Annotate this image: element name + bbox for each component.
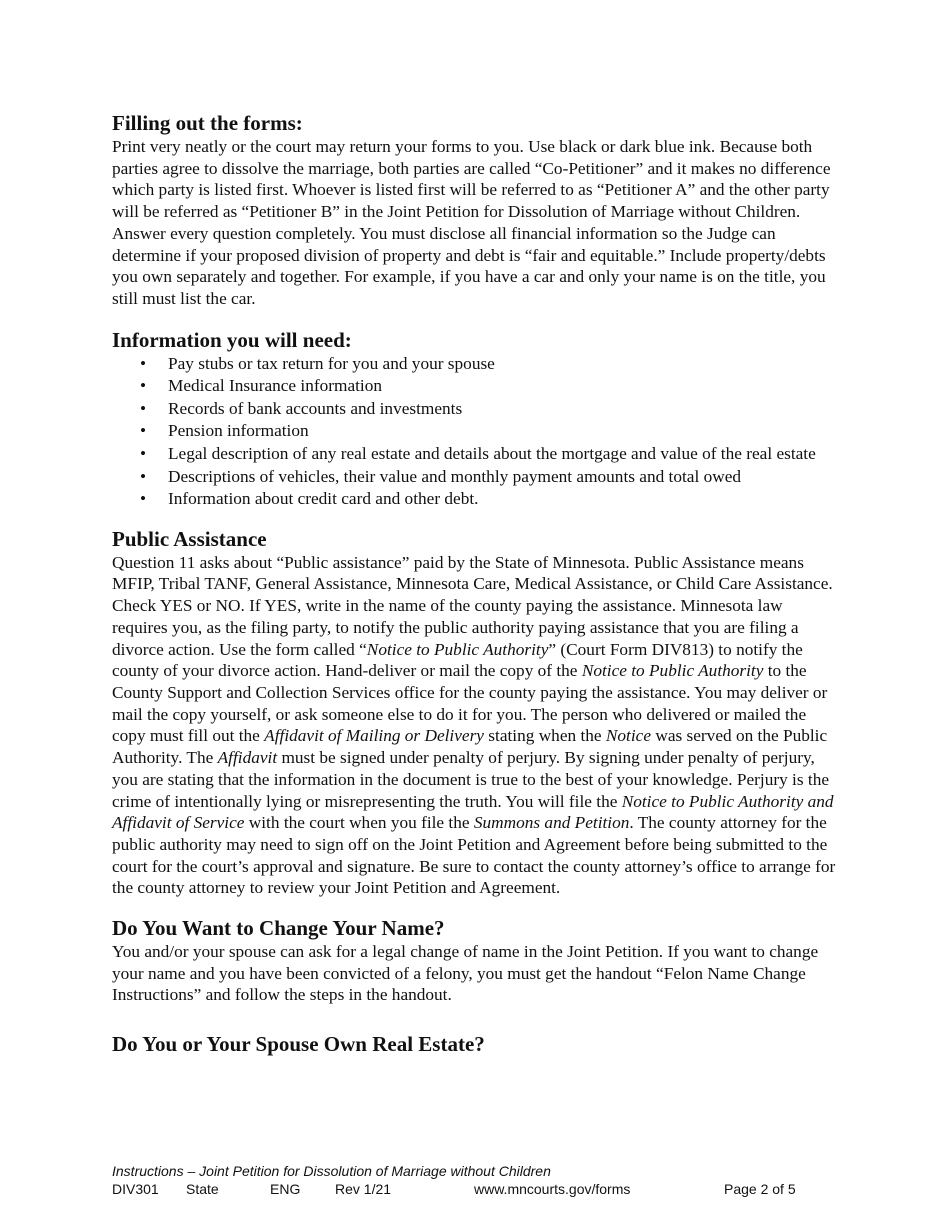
footer-meta <box>112 1180 852 1198</box>
section-body: You and/or your spouse can ask for a legal change of name in the Joint Petition. If you want to change your name and you have been convicted of a felony, you must get the handout “Felon Name Change Instructions” and follow the steps in the handout. <box>112 942 819 1005</box>
list-item: • Legal description of any real estate and details about the mortgage and value of the real estate <box>112 443 842 466</box>
section-heading: Do You or Your Spouse Own Real Estate? <box>112 1032 485 1057</box>
bullet-icon: • <box>140 444 147 463</box>
section-public-assistance <box>112 526 842 899</box>
jurisdiction: State <box>186 1181 219 1197</box>
bullet-icon: • <box>140 466 147 486</box>
footer-title: Instructions – Joint Petition for Dissolution of Marriage without Children <box>112 1163 551 1179</box>
section-heading: Information you will need: <box>112 327 352 352</box>
section-name-change <box>112 915 842 1006</box>
section-heading: Public Assistance <box>112 526 267 551</box>
document-page <box>112 110 842 1057</box>
info-list <box>112 353 842 511</box>
bullet-icon: • <box>140 353 147 373</box>
section-body: Print very neatly or the court may return your forms to you. Use black or dark blue ink. Because both parties agree to dissolve the marriage, both parties are called “Co-Petitioner” and it makes no difference which party is listed first. Whoever is listed first will be referred to as “Petitioner A” and the other party will be referred as “Petitioner B” in the Joint Petition for Dissolution of Marriage without Children. Answer every question completely. You must disclose all financial information so the Judge can determine if your proposed division of property and debt is “fair and equitable.” Include property/debts you own separately and together. For example, if you have a car and only your name is on the title, you still must list the car. <box>112 137 831 308</box>
language-code: ENG <box>270 1181 301 1197</box>
list-item: • Records of bank accounts and investments <box>112 398 842 421</box>
page-footer <box>112 1162 852 1198</box>
bullet-icon: • <box>140 398 147 418</box>
list-item: • Pay stubs or tax return for you and your spouse <box>112 353 842 376</box>
page-number: Page 2 of 5 <box>724 1181 796 1197</box>
section-real-estate <box>112 1031 842 1057</box>
form-code: DIV301 <box>112 1181 159 1197</box>
section-filling-out-forms <box>112 110 842 310</box>
forms-url: www.mncourts.gov/forms <box>474 1181 631 1197</box>
section-body: Question 11 asks about “Public assistance” paid by the State of Minnesota. Public Assistance means MFIP, Tribal TANF, General Assistance, Minnesota Care, Medical Assistance, or Child Care Assistance. Check YES or NO. If YES, write in the name of the county paying the assistance. Minnesota law requires you, as the filing party, to notify the public authority paying assistance that you are filing a divorce action. Use the form called “Notice to Public Authority” (Court Form DIV813) to notify the county of your divorce action. Hand-deliver or mail the copy of the Notice to Public Authority to the County Support and Collection Services office for the county paying the assistance. You may deliver or mail the copy yourself, or ask someone else to do it for you. The person who delivered or mailed the copy must fill out the Affidavit of Mailing or Delivery stating when the Notice was served on the Public Authority. The Affidavit must be signed under penalty of perjury. By signing under penalty of perjury, you are stating that the information in the document is true to the best of your knowledge. Perjury is the crime of intentionally lying or misrepresenting the truth. You will file the Notice to Public Authority and Affidavit of Service with the court when you file the Summons and Petition. The county attorney for the public authority may need to sign off on the Joint Petition and Agreement before being submitted to the court for the court’s approval and signature. Be sure to contact the county attorney’s office to arrange for the county attorney to review your Joint Petition and Agreement. <box>112 552 836 898</box>
bullet-icon: • <box>140 376 147 396</box>
list-item: • Medical Insurance information <box>112 375 842 398</box>
list-item: • Information about credit card and other debt. <box>112 488 842 511</box>
section-heading: Do You Want to Change Your Name? <box>112 916 445 941</box>
bullet-icon: • <box>140 421 147 441</box>
section-information-needed <box>112 327 842 511</box>
revision: Rev 1/21 <box>335 1181 392 1197</box>
list-item: • Pension information <box>112 420 842 443</box>
bullet-icon: • <box>140 489 147 509</box>
list-item: • Descriptions of vehicles, their value and monthly payment amounts and total owed <box>112 466 842 489</box>
section-heading: Filling out the forms: <box>112 111 303 135</box>
